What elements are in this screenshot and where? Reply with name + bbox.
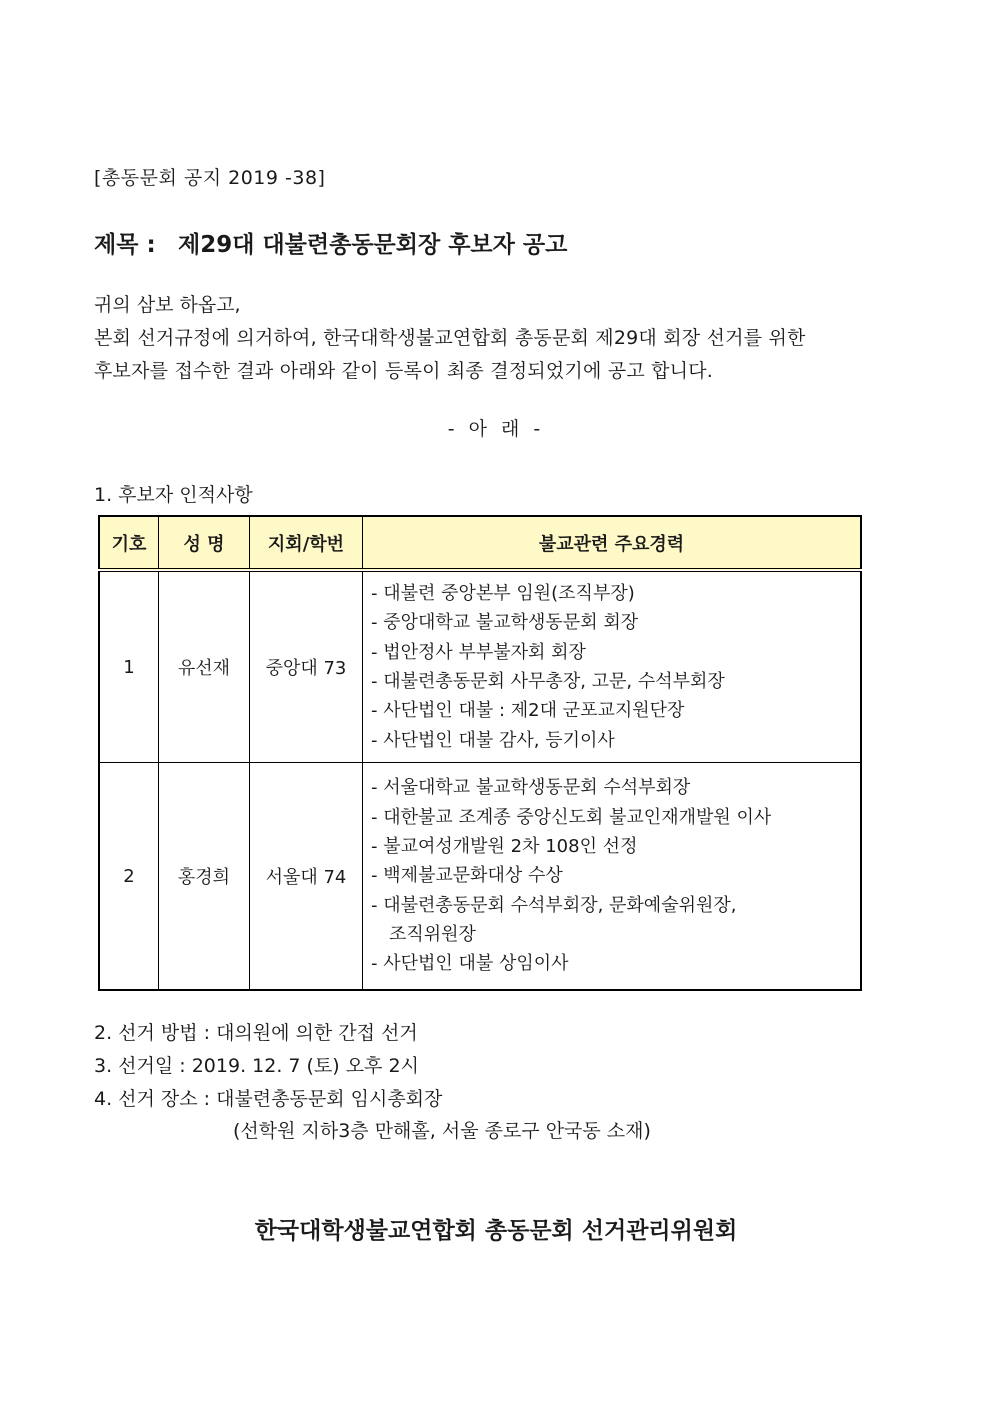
- greeting: 귀의 삼보 하옵고,: [94, 294, 241, 316]
- career-item: - 사단법인 대불 감사, 등기이사: [371, 729, 615, 751]
- header-number: 기호: [99, 516, 159, 570]
- table-header-row: [99, 516, 861, 570]
- table-row: [99, 763, 861, 991]
- candidate-branch: 중앙대 73: [250, 570, 363, 763]
- candidate-name: 홍경희: [159, 763, 250, 991]
- candidate-number: 2: [99, 763, 159, 991]
- career-item: - 불교여성개발원 2차 108인 선정: [371, 836, 638, 858]
- candidate-table: [98, 515, 862, 991]
- candidate-number: 1: [99, 570, 159, 763]
- section-4-venue-detail: (선학원 지하3층 만해홀, 서울 종로구 안국동 소재): [233, 1120, 651, 1142]
- header-branch: 지회/학번: [250, 516, 363, 570]
- section-4-election-venue: 4. 선거 장소 : 대불련총동문회 임시총회장: [94, 1088, 443, 1110]
- career-item: - 사단법인 대불 : 제2대 군포교지원단장: [371, 700, 685, 722]
- candidate-branch: 서울대 74: [250, 763, 363, 991]
- candidate-name: 유선재: [159, 570, 250, 763]
- section-2-election-method: 2. 선거 방법 : 대의원에 의한 간접 선거: [94, 1022, 418, 1044]
- career-item-continued: 조직위원장: [389, 923, 476, 945]
- title-label: 제목 :: [94, 232, 156, 258]
- notice-title: [94, 226, 567, 259]
- issuer-name: 한국대학생불교연합회 총동문회 선거관리위원회: [254, 1218, 738, 1244]
- candidate-career: [363, 570, 862, 763]
- career-item: - 대불련총동문회 수석부회장, 문화예술위원장,: [371, 894, 737, 916]
- career-item: - 대한불교 조계종 중앙신도회 불교인재개발원 이사: [371, 806, 772, 828]
- career-item: - 대불련총동문회 사무총장, 고문, 수석부회장: [371, 671, 725, 692]
- below-marker: - 아 래 -: [447, 418, 545, 440]
- career-item: - 백제불교문화대상 수상: [371, 865, 563, 887]
- body-text-line-2: 후보자를 접수한 결과 아래와 같이 등록이 최종 결정되었기에 공고 합니다.: [94, 360, 714, 382]
- career-item: - 대불련 중앙본부 임원(조직부장): [371, 583, 635, 605]
- career-item: - 서울대학교 불교학생동문회 수석부회장: [371, 777, 691, 799]
- career-item: - 사단법인 대불 상임이사: [371, 953, 569, 975]
- career-item: - 법안정사 부부불자회 회장: [371, 641, 586, 663]
- header-career: 불교관련 주요경력: [363, 516, 862, 570]
- header-name: 성 명: [159, 516, 250, 570]
- career-item: - 중앙대학교 불교학생동문회 회장: [371, 612, 639, 634]
- table-row: [99, 570, 861, 763]
- candidate-career: [363, 763, 862, 991]
- section-1-heading: 1. 후보자 인적사항: [94, 484, 253, 506]
- body-text-line-1: 본회 선거규정에 의거하여, 한국대학생불교연합회 총동문회 제29대 회장 선거를 위한: [94, 327, 806, 349]
- section-3-election-date: 3. 선거일 : 2019. 12. 7 (토) 오후 2시: [94, 1055, 419, 1077]
- title-text: 제29대 대불련총동문회장 후보자 공고: [178, 232, 568, 258]
- notice-number: [총동문회 공지 2019 -38]: [94, 167, 326, 189]
